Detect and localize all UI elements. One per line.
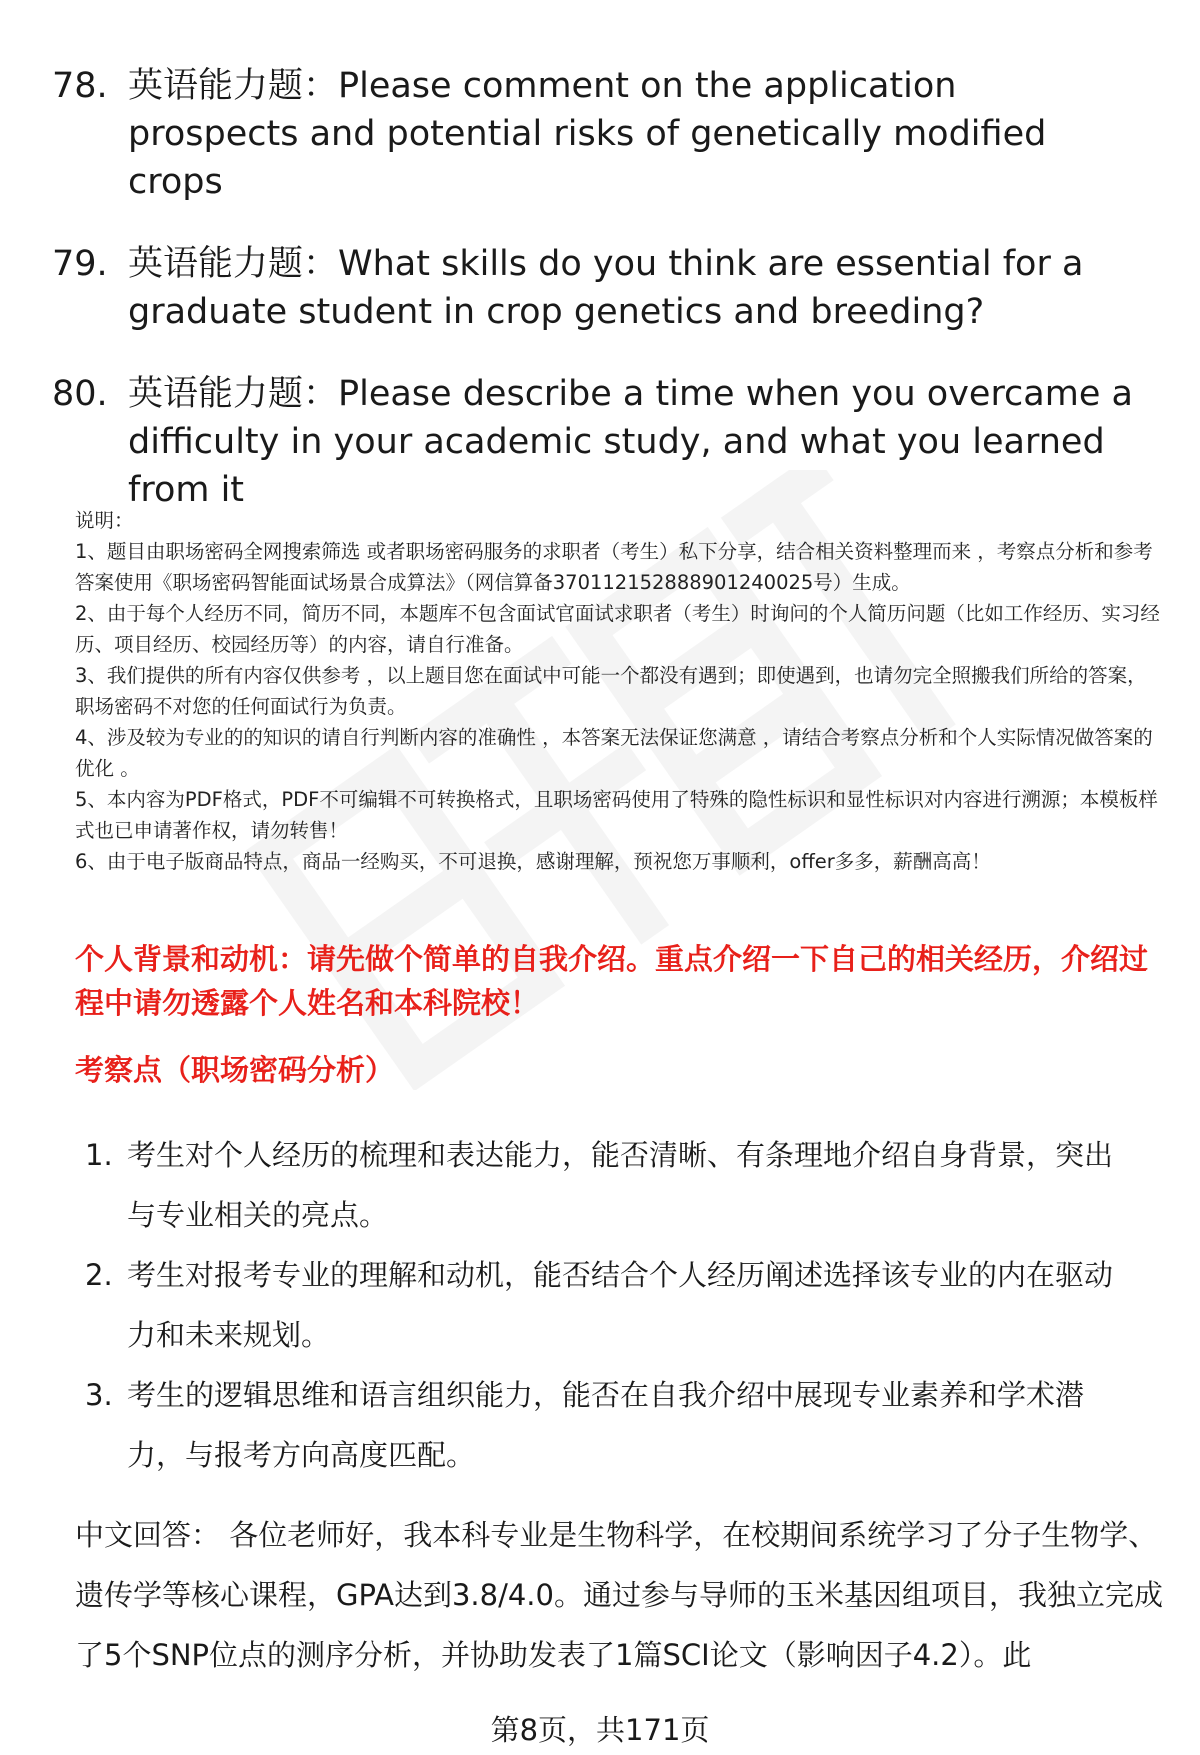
point-text: 考生对报考专业的理解和动机，能否结合个人经历阐述选择该专业的内在驱动力和未来规划。 <box>127 1258 1114 1352</box>
note-item-5: 5、本内容为PDF格式，PDF不可编辑不可转换格式，且职场密码使用了特殊的隐性标识和显性标识对内容进行溯源；本模板样式也已申请著作权，请勿转售！ <box>75 788 1158 842</box>
analysis-title: 考察点（职场密码分析） <box>75 1053 395 1087</box>
analysis-point-3 <box>85 1365 1155 1485</box>
question-number: 80. <box>52 374 108 414</box>
notes-heading: 说明： <box>75 509 134 532</box>
question-item-78 <box>52 62 1152 206</box>
section-title: 个人背景和动机：请先做个简单的自我介绍。重点介绍一下自己的相关经历，介绍过程中请勿透露个人姓名和本科院校！ <box>75 942 1149 1020</box>
question-list <box>52 62 1152 548</box>
point-number: 1. <box>85 1138 113 1172</box>
analysis-point-2 <box>85 1245 1155 1365</box>
chinese-answer: 中文回答： 各位老师好，我本科专业是生物科学，在校期间系统学习了分子生物学、遗传学等核心课程，GPA达到3.8/4.0。通过参与导师的玉米基因组项目，我独立完成了5个SNP位点的测序分析，并协助发表了1篇SCI论文（影响因子4.2）。此 <box>75 1518 1163 1672</box>
question-item-80 <box>52 370 1152 514</box>
point-text: 考生对个人经历的梳理和表达能力，能否清晰、有条理地介绍自身背景，突出与专业相关的亮点。 <box>127 1138 1114 1232</box>
question-number: 78. <box>52 66 108 106</box>
question-number: 79. <box>52 244 108 284</box>
disclaimer-notes <box>75 505 1165 877</box>
note-item-1: 1、题目由职场密码全网搜索筛选 或者职场密码服务的求职者（考生）私下分享，结合相关资料整理而来 ，考察点分析和参考答案使用《职场密码智能面试场景合成算法》（网信算备370112152888901240025号）生成。 <box>75 540 1153 594</box>
analysis-points <box>85 1125 1155 1485</box>
note-item-6: 6、由于电子版商品特点，商品一经购买，不可退换，感谢理解，预祝您万事顺利，offer多多，薪酬高高！ <box>75 850 991 873</box>
note-item-4: 4、涉及较为专业的的知识的请自行判断内容的准确性 ，本答案无法保证您满意 ，请结合考察点分析和个人实际情况做答案的优化 。 <box>75 726 1153 780</box>
question-text: 英语能力题：What skills do you think are essential for a graduate student in crop genetics and breeding? <box>128 244 1084 332</box>
note-item-2: 2、由于每个人经历不同，简历不同，本题库不包含面试官面试求职者（考生）时询问的个人简历问题（比如工作经历、实习经历、项目经历、校园经历等）的内容，请自行准备。 <box>75 602 1160 656</box>
question-text: 英语能力题：Please describe a time when you overcame a difficulty in your academic study, and what you learned from it <box>128 374 1133 510</box>
question-text: 英语能力题：Please comment on the application prospects and potential risks of genetically modified crops <box>128 66 1047 202</box>
page-footer: 第8页，共171页 <box>490 1713 710 1747</box>
point-number: 2. <box>85 1258 113 1292</box>
question-item-79 <box>52 240 1152 336</box>
analysis-point-1 <box>85 1125 1155 1245</box>
point-text: 考生的逻辑思维和语言组织能力，能否在自我介绍中展现专业素养和学术潜力，与报考方向高度匹配。 <box>127 1378 1085 1472</box>
point-number: 3. <box>85 1378 113 1412</box>
note-item-3: 3、我们提供的所有内容仅供参考 ，以上题目您在面试中可能一个都没有遇到；即使遇到，也请勿完全照搬我们所给的答案，职场密码不对您的任何面试行为负责。 <box>75 664 1147 718</box>
